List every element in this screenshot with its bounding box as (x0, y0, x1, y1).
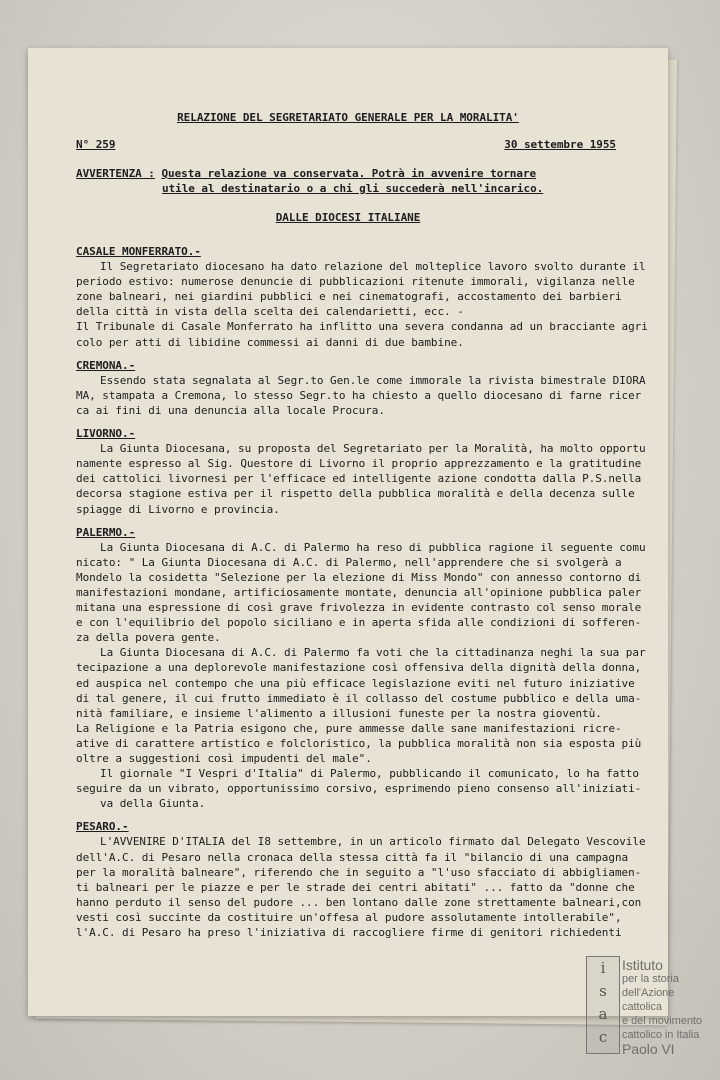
warning-line-1: Questa relazione va conservata. Potrà in avvenire tornare (161, 167, 537, 180)
text-line: va della Giunta. (100, 797, 206, 811)
text-line: La Giunta Diocesana, su proposta del Segretariato per la Moralità, ha molto opportu (100, 442, 646, 456)
report-body (76, 240, 648, 944)
text-line: ti balneari per le piazze e per le strade dei centri abitati" ... fatto da "donne che (76, 880, 635, 894)
text-line: l'A.C. di Pesaro ha preso l'iniziativa di raccogliere firme di genitori richiedenti (76, 926, 622, 940)
text-line: periodo estivo: numerose denuncie di pubblicazioni ritenute immorali, vigilanza nelle (76, 275, 635, 289)
section-heading: DALLE DIOCESI ITALIANE (275, 211, 421, 224)
text-line: La Giunta Diocesana di A.C. di Palermo ha reso di pubblica ragione il seguente comu (100, 540, 646, 554)
city-heading: CREMONA.- (76, 358, 136, 372)
text-line: dei cattolici livornesi per l'efficace ed intelligente azione condotta dalla P.S.nella (76, 472, 642, 486)
watermark-text: Istituto per la storia dell'Azione cattolica e del movimento cattolico in Italia Paolo VI (622, 957, 702, 1057)
text-line: oltre a suggestioni così impudenti del male". (76, 752, 372, 765)
text-line: della città in vista della scelta dei calendarietti, ecc. - (76, 305, 464, 319)
text-line: Mondelo la cosidetta "Selezione per la elezione di Miss Mondo" con annesso contorno di (76, 570, 642, 584)
text-line: e con l'equilibrio del popolo siciliano e in aperta sfida alle condizioni di sofferen- (76, 616, 642, 630)
text-line: Il giornale "I Vespri d'Italia" di Palermo, pubblicando il comunicato, lo ha fatto (100, 767, 639, 781)
text-line: decorsa stagione estiva per il rispetto della pubblica moralità e della decenza sulle (76, 487, 635, 501)
spacer (76, 811, 648, 815)
warning-notice (76, 166, 636, 196)
text-line: hanno perduto il senso del pudore ... ben lontano dalle zone strettamente balneari,con (76, 895, 642, 909)
text-line: colo per atti di libidine commessi ai danni di due bambine. (76, 335, 464, 349)
paragraph (76, 441, 648, 516)
paragraph (76, 540, 648, 812)
paragraph (76, 373, 648, 418)
city-heading: PALERMO.- (76, 525, 136, 539)
text-line: manifestazioni mondane, artificiosamente montate, denuncia all'opinione pubblica paler (76, 585, 642, 599)
text-line: mitana una espressione di così grave frivolezza in evidente contrasto col senso morale (76, 601, 642, 615)
spacer (76, 940, 648, 944)
text-line: di tal genere, il cui frutto immediato è il collasso del costume pubblico e della uma- (76, 691, 642, 705)
document-number: N° 259 (76, 138, 116, 151)
text-line: ca ai fini di una denuncia alla locale Procura. (76, 403, 385, 417)
document-date: 30 settembre 1955 (504, 138, 616, 151)
text-line: L'AVVENIRE D'ITALIA del I8 settembre, in un articolo firmato dal Delegato Vescovile (100, 835, 646, 849)
text-line: ative di carattere artistico e folcloristico, la pubblica moralità non sia esposta più (76, 736, 642, 750)
paragraph (76, 834, 648, 940)
text-line: tecipazione a una deplorevole manifestazione così offensiva della dignità della donna, (76, 661, 642, 675)
document-page (28, 48, 702, 1057)
text-line: Il Segretariato diocesano ha dato relazione del molteplice lavoro svolto durante il (100, 260, 646, 274)
text-line: Essendo stata segnalata al Segr.to Gen.le come immorale la rivista bimestrale DIORA (100, 373, 646, 387)
text-line: per la moralità balneare", riferendo che in seguito a "l'uso sfacciato di abbigliamen- (76, 865, 642, 879)
text-line: vesti così succinte da costituire un'offesa al pudore assolutamente intollerabile", (76, 910, 622, 924)
text-line: zone balneari, nei giardini pubblici e nei cinematografi, accostamento dei barbieri (76, 290, 622, 304)
city-heading: CASALE MONFERRATO.- (76, 245, 201, 258)
text-line: dell'A.C. di Pesaro nella cronaca della stessa città fa il "bilancio di una campagna (76, 850, 629, 864)
archive-watermark (586, 956, 706, 1057)
text-line: La Giunta Diocesana di A.C. di Palermo fa voti che la cittadinanza neghi la sua par (100, 646, 646, 660)
spacer (76, 418, 648, 422)
isacem-logo-icon: i s a c (586, 956, 620, 1054)
text-line: za della povera gente. (76, 631, 221, 645)
spacer (76, 350, 648, 354)
text-line: nicato: " La Giunta Diocesana di A.C. di Palermo, nell'apprendere che si svolgerà a (76, 555, 622, 569)
text-line: nità familiare, e insieme l'alimento a illusioni funeste per la nostra gioventù. (76, 706, 602, 720)
text-line: spiagge di Livorno e provincia. (76, 502, 280, 516)
city-heading: PESARO.- (76, 820, 129, 834)
text-line: ed auspica nel contempo che una più efficace legislazione eviti nel futuro iniziative (76, 676, 635, 690)
text-line: namente espresso al Sig. Questore di Livorno il proprio apprezzamento e la gratitudine (76, 457, 642, 471)
paragraph (76, 259, 648, 350)
text-line: Il Tribunale di Casale Monferrato ha inflitto una severa condanna ad un bracciante agri (76, 320, 648, 334)
warning-line-2: utile al destinatario o a chi gli succederà nell'incarico. (162, 182, 544, 196)
text-line: MA, stampata a Cremona, lo stesso Segr.to ha chiesto a quello diocesano di farne ricer (76, 388, 642, 402)
warning-label: AVVERTENZA : (76, 167, 155, 180)
text-line: seguire da un vibrato, opportunissimo corsivo, esprimendo pieno consenso all'iniziati- (76, 782, 642, 796)
spacer (76, 517, 648, 521)
city-heading: LIVORNO.- (76, 427, 136, 441)
text-line: La Religione e la Patria esigono che, pure ammesse dalle sane manifestazioni ricre- (76, 721, 622, 735)
document-title: RELAZIONE DEL SEGRETARIATO GENERALE PER LA MORALITA' (177, 111, 519, 124)
